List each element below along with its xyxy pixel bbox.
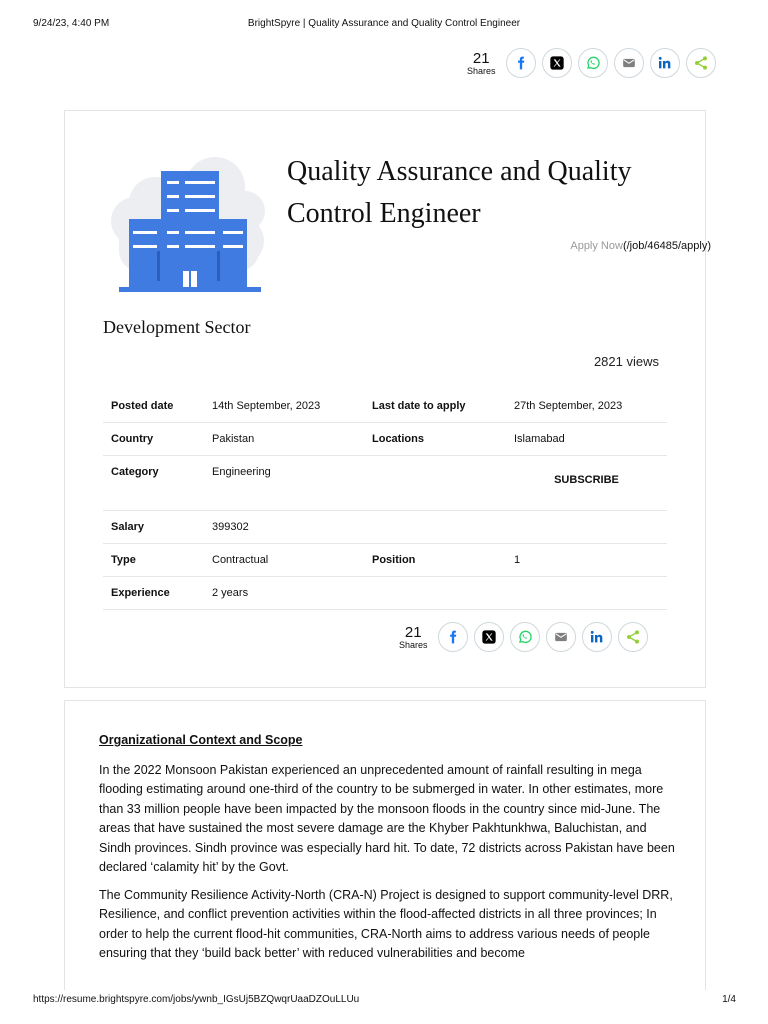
share-count-number: 21: [472, 49, 490, 67]
views-count: 2821 views: [593, 354, 659, 369]
table-row: [103, 511, 667, 544]
print-title: BrightSpyre | Quality Assurance and Quality Control Engineer: [247, 18, 521, 29]
whatsapp-icon: [585, 55, 601, 71]
empty-cell: [364, 511, 506, 544]
share-count-number: 21: [404, 623, 422, 641]
table-row: [103, 544, 667, 577]
share-icon: [693, 55, 709, 71]
whatsapp-icon: [517, 629, 533, 645]
email-share-button[interactable]: [614, 48, 644, 78]
more-share-button[interactable]: [618, 622, 648, 652]
x-icon: [481, 629, 497, 645]
x-share-button[interactable]: [474, 622, 504, 652]
job-details-table: [103, 390, 667, 610]
country-label: Country: [103, 423, 204, 456]
job-title: Quality Assurance and Quality Control Engineer: [287, 156, 632, 229]
empty-cell: [364, 456, 506, 511]
share-bar-bottom: [399, 622, 648, 652]
apply-now-link[interactable]: [570, 240, 711, 252]
subscribe-button[interactable]: SUBSCRIBE: [554, 474, 619, 486]
print-date: 9/24/23, 4:40 PM: [33, 18, 110, 29]
experience-label: Experience: [103, 577, 204, 610]
x-share-button[interactable]: [542, 48, 572, 78]
apply-now-label[interactable]: Apply Now: [570, 240, 623, 252]
description-paragraph: In the 2022 Monsoon Pakistan experienced an unprecedented amount of rainfall resulting in mega flooding estimating around one-third of the country to be submerged in water. In other estimates, more than 33 million people have been impacted by the monsoon floods in the country since mid-June. The areas that have sustained the most severe damage are the Khyber Pakhtunkhwa, Baluchistan, and Sindh provinces. Sindh province was especially hard hit. To date, 72 districts across Pakistan have been declared ‘calamity hit’ by the Govt.: [99, 762, 675, 874]
share-bar-top: [467, 48, 716, 78]
table-row: [103, 390, 667, 423]
share-count: [399, 625, 428, 650]
table-row: [103, 456, 667, 511]
empty-cell: [506, 577, 667, 610]
page-number: 1/4: [722, 994, 736, 1005]
organization-name: Development Sector: [103, 317, 251, 337]
job-description-card: [64, 700, 706, 990]
section-heading: Organizational Context and Scope: [99, 733, 303, 747]
facebook-share-button[interactable]: [506, 48, 536, 78]
position-label: Position: [364, 544, 506, 577]
share-icon: [625, 629, 641, 645]
share-count-label: Shares: [399, 639, 428, 650]
position-value: 1: [506, 544, 667, 577]
category-value: Engineering: [204, 456, 364, 511]
linkedin-share-button[interactable]: [582, 622, 612, 652]
facebook-icon: [446, 630, 460, 644]
whatsapp-share-button[interactable]: [510, 622, 540, 652]
linkedin-icon: [589, 629, 605, 645]
facebook-icon: [514, 56, 528, 70]
table-row: [103, 577, 667, 610]
subscribe-cell: [506, 456, 667, 511]
table-row: [103, 423, 667, 456]
whatsapp-share-button[interactable]: [578, 48, 608, 78]
empty-cell: [506, 511, 667, 544]
x-icon: [549, 55, 565, 71]
facebook-share-button[interactable]: [438, 622, 468, 652]
type-value: Contractual: [204, 544, 364, 577]
linkedin-share-button[interactable]: [650, 48, 680, 78]
share-count: [467, 51, 496, 76]
posted-date-label: Posted date: [103, 390, 204, 423]
email-share-button[interactable]: [546, 622, 576, 652]
linkedin-icon: [657, 55, 673, 71]
last-date-value: 27th September, 2023: [506, 390, 667, 423]
email-icon: [554, 630, 568, 644]
email-icon: [622, 56, 636, 70]
empty-cell: [364, 577, 506, 610]
job-summary-card: [64, 110, 711, 688]
posted-date-value: 14th September, 2023: [204, 390, 364, 423]
more-share-button[interactable]: [686, 48, 716, 78]
locations-value: Islamabad: [506, 423, 667, 456]
office-building-icon: [105, 141, 265, 301]
experience-value: 2 years: [204, 577, 364, 610]
apply-url: (/job/46485/apply): [622, 240, 711, 252]
salary-label: Salary: [103, 511, 204, 544]
job-description: [99, 731, 679, 972]
locations-label: Locations: [364, 423, 506, 456]
category-label: Category: [103, 456, 204, 511]
salary-value: 399302: [204, 511, 364, 544]
country-value: Pakistan: [204, 423, 364, 456]
last-date-label: Last date to apply: [364, 390, 506, 423]
share-count-label: Shares: [467, 65, 496, 76]
print-url: https://resume.brightspyre.com/jobs/ywnb_IGsUj5BZQwqrUaaDZOuLLUu: [33, 994, 360, 1005]
description-paragraph: The Community Resilience Activity-North (CRA-N) Project is designed to support community-level DRR, Resilience, and conflict prevention activities within the flood-affected districts in all three provinces; In order to help the current flood-hit communities, CRA-North aims to address various needs of people ensuring that they ‘build back better’ with reduced vulnerabilities and become: [99, 887, 673, 960]
type-label: Type: [103, 544, 204, 577]
